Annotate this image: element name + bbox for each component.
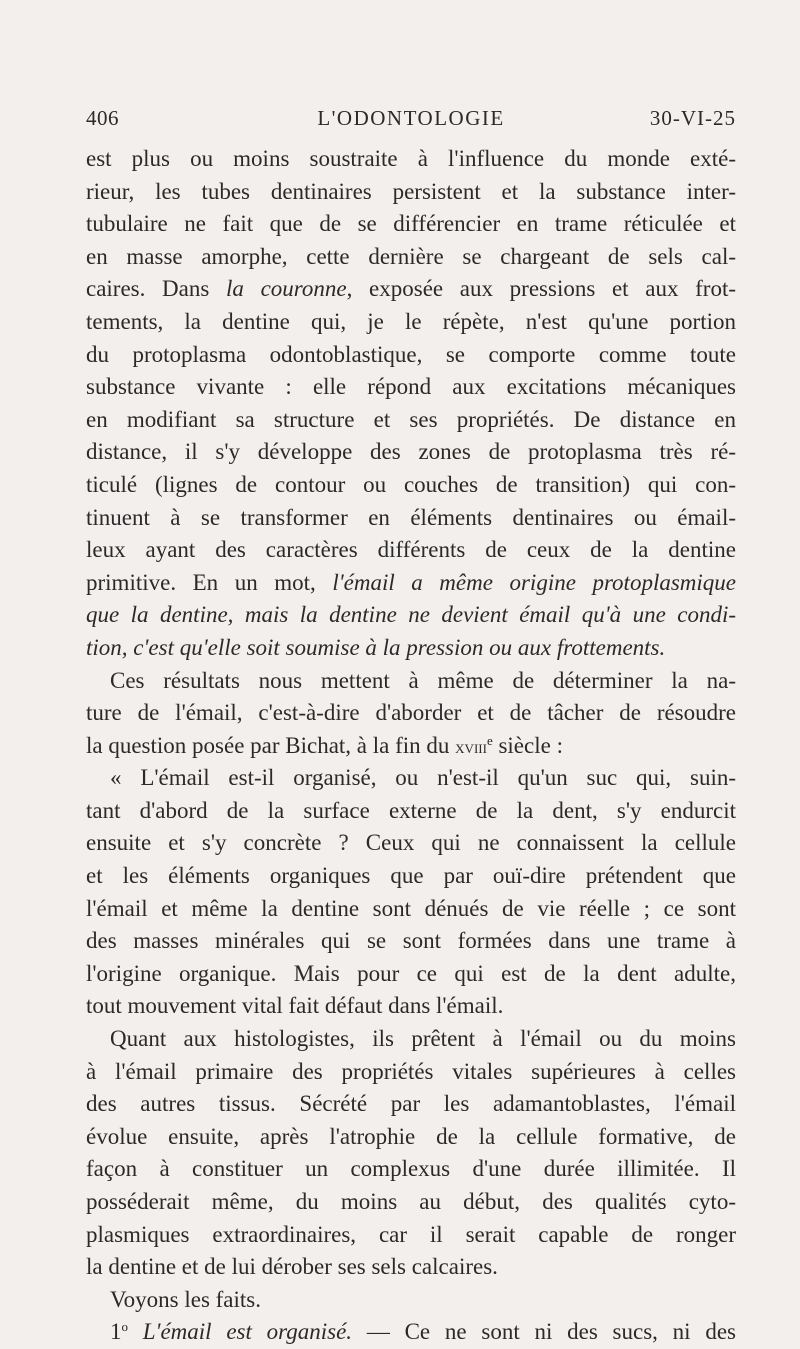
text-line: la question posée par Bichat, à la fin du xviii$^e$ siècle : (86, 732, 563, 758)
text-line: des autres tissus. Sécrété par les adamantoblastes, l'émail (86, 1091, 736, 1117)
issue-date: 30-VI-25 (649, 106, 736, 130)
text-line: l'émail et même la dentine sont dénués de vie réelle ; ce sont (86, 895, 736, 921)
text-line: l'origine organique. Mais pour ce qui est de la dent adulte, (86, 960, 736, 986)
text-line: du protoplasma odontoblastique, se comporte comme toute (86, 341, 736, 367)
text-line: Ces résultats nous mettent à même de déterminer la na- (110, 667, 736, 693)
text-line: distance, il s'y développe des zones de protoplasma très ré- (86, 439, 736, 465)
text-line: substance vivante : elle répond aux excitations mécaniques (86, 374, 736, 400)
text-line: à l'émail primaire des propriétés vitales supérieures à celles (86, 1058, 736, 1084)
text-line: ticulé (lignes de contour ou couches de transition) qui con- (86, 471, 736, 497)
text-line: tion, c'est qu'elle soit soumise à la pression ou aux frottements. (86, 634, 666, 660)
text-line: tinuent à se transformer en éléments dentinaires ou émail- (86, 504, 736, 530)
text-line: en modifiant sa structure et ses propriétés. De distance en (86, 406, 736, 432)
text-line: caires. Dans la couronne, exposée aux pressions et aux frot- (86, 276, 736, 302)
text-line: leux ayant des caractères différents de ceux de la dentine (86, 537, 736, 563)
text-line: évolue ensuite, après l'atrophie de la cellule formative, de (86, 1123, 736, 1149)
text-line: 1$^o$ L'émail est organisé. — Ce ne sont ni des sucs, ni des (110, 1319, 736, 1345)
text-line: primitive. En un mot, l'émail a même origine protoplasmique (86, 569, 736, 595)
running-title: L'ODONTOLOGIE (317, 106, 505, 130)
text-line: en masse amorphe, cette dernière se chargeant de sels cal- (86, 243, 736, 269)
text-line: plasmiques extraordinaires, car il serait capable de ronger (86, 1221, 736, 1247)
text-line: tubulaire ne fait que de se différencier en trame réticulée et (86, 211, 736, 237)
text-line: ensuite et s'y concrète ? Ceux qui ne connaissent la cellule (86, 830, 736, 856)
page-number: 406 (86, 106, 119, 130)
running-header (86, 96, 736, 136)
text-line: des masses minérales qui se sont formées dans une trame à (86, 928, 736, 954)
text-line: et les éléments organiques que par ouï-dire prétendent que (86, 863, 736, 889)
text-line: Quant aux histologistes, ils prêtent à l'émail ou du moins (110, 1026, 736, 1052)
text-line: ture de l'émail, c'est-à-dire d'aborder et de tâcher de résoudre (86, 700, 736, 726)
text-line: rieur, les tubes dentinaires persistent et la substance inter- (86, 178, 736, 204)
text-line: tout mouvement vital fait défaut dans l'émail. (86, 993, 504, 1019)
text-line: est plus ou moins soustraite à l'influence du monde exté- (86, 146, 736, 171)
text-line: posséderait même, du moins au début, des qualités cyto- (86, 1189, 736, 1214)
text-line: Voyons les faits. (110, 1286, 261, 1312)
text-line: tements, la dentine qui, je le répète, n'est qu'une portion (86, 308, 736, 334)
text-line: « L'émail est-il organisé, ou n'est-il qu'un suc qui, suin- (110, 765, 736, 791)
text-line: façon à constituer un complexus d'une durée illimitée. Il (86, 1156, 736, 1182)
text-line: la dentine et de lui dérober ses sels calcaires. (86, 1254, 498, 1280)
text-line: que la dentine, mais la dentine ne devient émail qu'à une condi- (86, 602, 736, 628)
body-text (86, 143, 736, 1349)
text-line: tant d'abord de la surface externe de la dent, s'y endurcit (86, 797, 736, 823)
